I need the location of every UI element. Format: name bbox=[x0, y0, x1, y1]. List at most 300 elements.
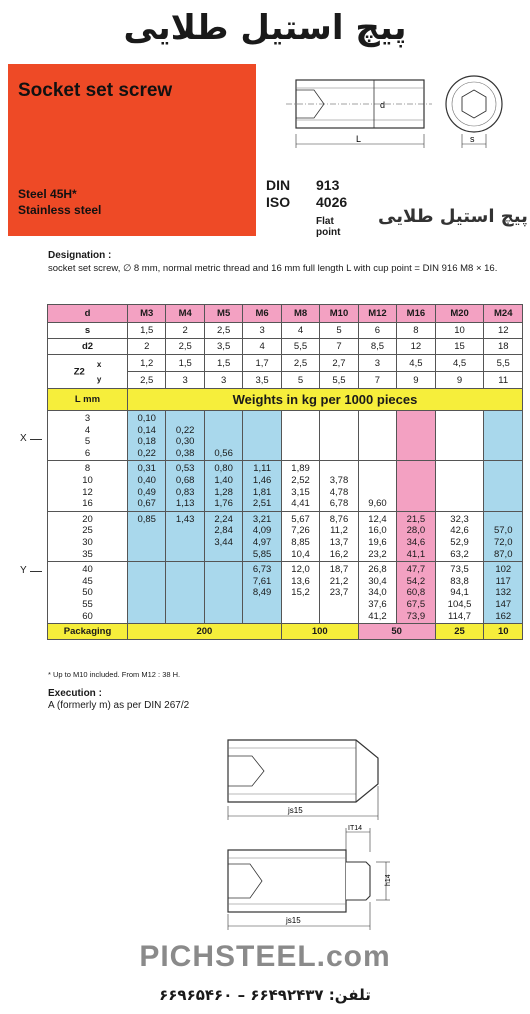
weight-value: 8,49 bbox=[252, 587, 272, 599]
weight-value: 83,8 bbox=[450, 575, 469, 587]
l-values bbox=[48, 562, 128, 624]
s-value: 2,5 bbox=[204, 323, 242, 339]
z2-x-value: 1,5 bbox=[204, 355, 242, 372]
weight-value: 0,22 bbox=[175, 424, 195, 436]
weight-col-M10 bbox=[320, 411, 358, 461]
weight-col-M20 bbox=[435, 411, 484, 461]
packaging-label: Packaging bbox=[48, 624, 128, 640]
weight-value: 4,41 bbox=[291, 498, 310, 510]
weight-value bbox=[128, 564, 165, 576]
d2-value: 8,5 bbox=[358, 339, 396, 355]
weight-value: 4,78 bbox=[329, 486, 349, 498]
weight-value: 104,5 bbox=[447, 598, 472, 610]
weight-value bbox=[243, 413, 280, 425]
weight-col-M12 bbox=[358, 511, 396, 561]
dim-h14: h14 bbox=[385, 874, 392, 886]
weight-value bbox=[484, 425, 522, 437]
weights-group-2 bbox=[48, 461, 523, 511]
weight-value: 5,67 bbox=[291, 513, 310, 525]
weight-value: 147 bbox=[495, 598, 512, 610]
packaging-100: 100 bbox=[281, 624, 358, 640]
product-title: Socket set screw bbox=[18, 80, 173, 101]
weight-value: 0,53 bbox=[175, 463, 195, 475]
weight-value bbox=[484, 475, 522, 487]
size-M5: M5 bbox=[204, 305, 242, 323]
weight-col-M4 bbox=[166, 461, 204, 511]
s-value: 2 bbox=[166, 323, 204, 339]
l-value: 60 bbox=[82, 610, 93, 622]
weight-value: 72,0 bbox=[493, 536, 513, 548]
s-label: s bbox=[48, 323, 128, 339]
weight-value: 8,76 bbox=[329, 513, 349, 525]
packaging-200: 200 bbox=[128, 624, 282, 640]
execution-text: A (formerly m) as per DIN 267/2 bbox=[48, 700, 190, 711]
weight-value bbox=[205, 599, 242, 611]
weight-value bbox=[282, 436, 319, 448]
packaging-25: 25 bbox=[435, 624, 484, 640]
weight-value: 1,76 bbox=[214, 498, 233, 510]
weight-value bbox=[205, 549, 242, 561]
weight-value bbox=[397, 413, 434, 425]
weights-title: Weights in kg per 1000 pieces bbox=[128, 389, 523, 411]
weight-value: 54,2 bbox=[406, 575, 426, 587]
z2-y-value: 9 bbox=[397, 372, 435, 389]
d2-label: d2 bbox=[48, 339, 128, 355]
d-label: d bbox=[48, 305, 128, 323]
weight-value: 60,8 bbox=[406, 587, 426, 599]
z2-x-value: 3 bbox=[358, 355, 396, 372]
z2-y-value: 7 bbox=[358, 372, 396, 389]
weight-value: 2,52 bbox=[291, 474, 310, 486]
weight-value: 0,67 bbox=[137, 498, 156, 510]
footnote: * Up to M10 included. From M12 : 38 H. bbox=[48, 670, 181, 679]
z2-label bbox=[48, 355, 128, 389]
weight-value: 21,2 bbox=[329, 575, 349, 587]
persian-title: پیچ استیل طلایی bbox=[123, 8, 407, 48]
weights-group-4 bbox=[48, 562, 523, 624]
weight-value: 7,61 bbox=[252, 575, 272, 587]
weight-col-M24 bbox=[484, 562, 523, 624]
weight-col-M8 bbox=[281, 461, 319, 511]
y-marker-line bbox=[30, 571, 42, 572]
weight-value bbox=[282, 448, 319, 460]
weight-col-M10 bbox=[320, 562, 358, 624]
y-marker: Y bbox=[20, 565, 27, 576]
weight-value: 67,5 bbox=[406, 598, 426, 610]
l-value: 4 bbox=[84, 424, 91, 436]
weight-value bbox=[128, 611, 165, 623]
weight-value: 6,73 bbox=[252, 564, 272, 576]
weight-value: 0,30 bbox=[175, 436, 195, 448]
l-value: 40 bbox=[82, 564, 93, 576]
weight-value: 1,43 bbox=[175, 513, 195, 525]
weight-value: 2,84 bbox=[214, 525, 233, 537]
weights-table bbox=[47, 304, 523, 640]
z2-x-value: 1,5 bbox=[166, 355, 204, 372]
packaging-50: 50 bbox=[358, 624, 435, 640]
persian-watermark: پیچ استیل طلایی bbox=[378, 206, 528, 227]
weight-value: 2,51 bbox=[252, 498, 272, 510]
weight-value: 37,6 bbox=[368, 598, 387, 610]
weight-col-M6 bbox=[243, 511, 281, 561]
weight-value bbox=[205, 413, 242, 425]
dim-js15-b: js15 bbox=[286, 916, 301, 925]
weight-col-M8 bbox=[281, 511, 319, 561]
s-value: 6 bbox=[358, 323, 396, 339]
weight-value bbox=[436, 413, 484, 425]
weight-value: 94,1 bbox=[450, 587, 469, 599]
weight-value bbox=[166, 525, 203, 537]
weight-value: 0,85 bbox=[137, 513, 156, 525]
weight-value: 7,26 bbox=[291, 525, 310, 537]
weight-col-M16 bbox=[397, 511, 435, 561]
l-value: 30 bbox=[82, 536, 93, 548]
l-value: 8 bbox=[84, 463, 91, 475]
weight-value bbox=[166, 564, 203, 576]
weight-value: 63,2 bbox=[450, 548, 469, 560]
weight-value bbox=[128, 599, 165, 611]
weight-value: 1,81 bbox=[252, 486, 272, 498]
weight-value bbox=[436, 448, 484, 460]
weight-value bbox=[243, 436, 280, 448]
weight-value bbox=[243, 448, 280, 460]
weight-value: 6,78 bbox=[329, 498, 349, 510]
weight-col-M10 bbox=[320, 461, 358, 511]
weight-value bbox=[484, 436, 522, 448]
weight-value bbox=[436, 475, 484, 487]
weight-value bbox=[397, 463, 434, 475]
weights-group-3 bbox=[48, 511, 523, 561]
l-value: 5 bbox=[84, 436, 91, 448]
weight-value bbox=[166, 599, 203, 611]
weight-value: 73,9 bbox=[406, 610, 426, 622]
size-M8: M8 bbox=[281, 305, 319, 323]
material-steel: Steel 45H* bbox=[18, 187, 77, 201]
d2-value: 15 bbox=[435, 339, 484, 355]
weight-value bbox=[359, 413, 396, 425]
size-M6: M6 bbox=[243, 305, 281, 323]
weight-value: 0,18 bbox=[137, 436, 156, 448]
weight-value bbox=[484, 514, 522, 526]
x-marker-line bbox=[30, 439, 42, 440]
weight-value: 0,22 bbox=[137, 447, 156, 459]
l-value: 6 bbox=[84, 447, 91, 459]
weight-value bbox=[484, 498, 522, 510]
l-values bbox=[48, 411, 128, 461]
d2-value: 3,5 bbox=[204, 339, 242, 355]
weight-value: 0,68 bbox=[175, 474, 195, 486]
s-row bbox=[48, 323, 523, 339]
weight-value bbox=[436, 425, 484, 437]
iso-value: 4026 bbox=[316, 194, 348, 210]
materials bbox=[18, 186, 101, 218]
weight-value: 0,49 bbox=[137, 486, 156, 498]
weight-value: 3,15 bbox=[291, 486, 310, 498]
weight-value bbox=[397, 436, 434, 448]
weight-value bbox=[436, 487, 484, 499]
dim-it14: IT14 bbox=[348, 825, 363, 832]
weight-value bbox=[128, 587, 165, 599]
weight-col-M24 bbox=[484, 461, 523, 511]
x-marker: X bbox=[20, 433, 27, 444]
dim-js15-a: js15 bbox=[288, 806, 303, 815]
weight-value: 34,6 bbox=[406, 536, 426, 548]
weight-value: 0,38 bbox=[175, 447, 195, 459]
iso-label: ISO bbox=[266, 194, 291, 210]
s-value: 10 bbox=[435, 323, 484, 339]
weight-value bbox=[282, 413, 319, 425]
weight-col-M5 bbox=[204, 511, 242, 561]
weight-value: 1,28 bbox=[214, 486, 233, 498]
material-stainless: Stainless steel bbox=[18, 203, 102, 217]
weight-value: 3,44 bbox=[214, 536, 233, 548]
screw-drawing bbox=[264, 64, 524, 164]
weight-value bbox=[484, 413, 522, 425]
z2-xy bbox=[97, 357, 101, 387]
weight-value: 0,31 bbox=[137, 463, 156, 475]
weight-value: 21,5 bbox=[406, 513, 426, 525]
weight-value: 32,3 bbox=[450, 513, 469, 525]
weight-value: 8,85 bbox=[291, 536, 310, 548]
weight-value bbox=[205, 436, 242, 448]
s-value: 1,5 bbox=[128, 323, 166, 339]
weight-col-M12 bbox=[358, 461, 396, 511]
weight-value bbox=[320, 425, 357, 437]
din-value: 913 bbox=[316, 177, 340, 193]
weight-value bbox=[320, 463, 357, 475]
weight-col-M24 bbox=[484, 411, 523, 461]
d2-value: 7 bbox=[320, 339, 358, 355]
weight-value: 16,0 bbox=[368, 525, 387, 537]
weight-value: 0,10 bbox=[137, 413, 156, 424]
weight-value bbox=[397, 487, 434, 499]
weight-col-M20 bbox=[435, 461, 484, 511]
weight-value: 0,40 bbox=[137, 474, 156, 486]
weight-col-M6 bbox=[243, 562, 281, 624]
point-type-line1: Flat bbox=[316, 216, 334, 227]
l-value: 35 bbox=[82, 548, 93, 560]
weight-value bbox=[436, 436, 484, 448]
weight-value: 41,2 bbox=[368, 610, 387, 622]
weight-col-M3 bbox=[128, 562, 166, 624]
l-value: 10 bbox=[82, 474, 93, 486]
weight-value bbox=[166, 537, 203, 549]
weight-value: 1,11 bbox=[253, 463, 271, 475]
weight-col-M16 bbox=[397, 562, 435, 624]
weight-value: 1,46 bbox=[252, 474, 272, 486]
weight-col-M24 bbox=[484, 511, 523, 561]
weight-value bbox=[243, 425, 280, 437]
weight-value bbox=[359, 436, 396, 448]
weight-value: 1,40 bbox=[214, 474, 233, 486]
d2-row bbox=[48, 339, 523, 355]
d2-value: 4 bbox=[243, 339, 281, 355]
s-value: 4 bbox=[281, 323, 319, 339]
size-M20: M20 bbox=[435, 305, 484, 323]
weight-col-M6 bbox=[243, 411, 281, 461]
z2-y-value: 3 bbox=[204, 372, 242, 389]
s-value: 3 bbox=[243, 323, 281, 339]
weight-value: 23,7 bbox=[329, 587, 349, 599]
site-logo: PICHSTEEL.com bbox=[139, 940, 391, 973]
weight-value bbox=[243, 611, 280, 623]
z2-x-value: 1,7 bbox=[243, 355, 281, 372]
z2-y-value: 5 bbox=[281, 372, 319, 389]
dim-L: L bbox=[356, 134, 362, 144]
weight-value: 13,6 bbox=[291, 575, 310, 587]
packaging-row bbox=[48, 624, 523, 640]
weight-col-M5 bbox=[204, 461, 242, 511]
weight-value: 18,7 bbox=[329, 564, 349, 576]
weight-value bbox=[320, 611, 357, 623]
s-value: 5 bbox=[320, 323, 358, 339]
weight-value bbox=[359, 448, 396, 460]
weight-value: 13,7 bbox=[329, 536, 349, 548]
weight-value: 12,0 bbox=[291, 564, 310, 576]
weight-value bbox=[397, 498, 434, 510]
weight-value bbox=[128, 537, 165, 549]
weight-col-M8 bbox=[281, 562, 319, 624]
weight-col-M4 bbox=[166, 411, 204, 461]
l-value: 16 bbox=[82, 498, 93, 510]
weight-value bbox=[128, 576, 165, 588]
weight-value: 47,7 bbox=[406, 564, 426, 576]
d2-value: 2 bbox=[128, 339, 166, 355]
z2-y-value: 2,5 bbox=[128, 372, 166, 389]
weight-value: 117 bbox=[495, 575, 511, 587]
weight-value bbox=[359, 475, 396, 487]
weight-col-M12 bbox=[358, 562, 396, 624]
size-M3: M3 bbox=[128, 305, 166, 323]
weight-value: 0,14 bbox=[137, 424, 156, 436]
weight-col-M3 bbox=[128, 411, 166, 461]
weight-value: 87,0 bbox=[493, 548, 513, 560]
weight-col-M5 bbox=[204, 562, 242, 624]
dim-s: s bbox=[470, 134, 475, 144]
weight-value bbox=[282, 599, 319, 611]
designation-heading: Designation : bbox=[48, 250, 112, 261]
weight-value bbox=[359, 425, 396, 437]
designation-text: socket set screw, ∅ 8 mm, normal metric thread and 16 mm full length L with cup point = DIN 916 M8 × 16. bbox=[48, 263, 498, 274]
l-value: 20 bbox=[82, 513, 93, 525]
weight-value: 114,7 bbox=[448, 610, 472, 622]
weight-value bbox=[205, 425, 242, 437]
l-values bbox=[48, 511, 128, 561]
z2-x-value: 5,5 bbox=[484, 355, 523, 372]
weight-value: 52,9 bbox=[450, 536, 469, 548]
screw-drawing-full bbox=[206, 720, 406, 830]
weight-col-M4 bbox=[166, 562, 204, 624]
weight-value: 162 bbox=[495, 610, 512, 622]
weight-value bbox=[128, 525, 165, 537]
z2-x-value: 2,5 bbox=[281, 355, 319, 372]
l-value: 25 bbox=[82, 525, 93, 537]
weight-value: 4,97 bbox=[252, 536, 272, 548]
z2-x-row bbox=[48, 355, 523, 372]
weight-col-M16 bbox=[397, 461, 435, 511]
weight-value: 30,4 bbox=[368, 575, 387, 587]
size-M16: M16 bbox=[397, 305, 435, 323]
weight-col-M4 bbox=[166, 511, 204, 561]
z2-y-value: 3 bbox=[166, 372, 204, 389]
weight-col-M20 bbox=[435, 562, 484, 624]
weight-value bbox=[205, 576, 242, 588]
s-value: 8 bbox=[397, 323, 435, 339]
weight-value bbox=[205, 587, 242, 599]
weight-value: 34,0 bbox=[368, 587, 387, 599]
weight-value: 4,09 bbox=[252, 525, 272, 537]
weight-value: 9,60 bbox=[368, 498, 387, 510]
weight-value bbox=[359, 463, 396, 475]
weight-value: 41,1 bbox=[406, 548, 426, 560]
z2-x-value: 4,5 bbox=[435, 355, 484, 372]
z2-y-value: 11 bbox=[484, 372, 523, 389]
phone-numbers: تلفن: ۶۶۴۹۲۴۳۷ – ۶۶۹۶۵۴۶۰ bbox=[159, 986, 371, 1004]
weight-value bbox=[205, 564, 242, 576]
z2-text: Z2 bbox=[73, 366, 85, 378]
weight-value bbox=[128, 549, 165, 561]
weight-col-M10 bbox=[320, 511, 358, 561]
weight-value: 28,0 bbox=[406, 525, 426, 537]
l-value: 45 bbox=[82, 575, 93, 587]
weight-value: 42,6 bbox=[450, 525, 469, 537]
weight-value bbox=[320, 599, 357, 611]
weight-col-M6 bbox=[243, 461, 281, 511]
weight-value bbox=[397, 475, 434, 487]
weight-value bbox=[484, 487, 522, 499]
weight-value: 16,2 bbox=[329, 548, 349, 560]
weight-value: 3,78 bbox=[329, 474, 349, 486]
l-value: 12 bbox=[82, 486, 93, 498]
d2-value: 5,5 bbox=[281, 339, 319, 355]
dim-d: d bbox=[380, 100, 386, 110]
y-label: y bbox=[96, 374, 102, 384]
weight-col-M20 bbox=[435, 511, 484, 561]
point-type-line2: point bbox=[316, 227, 341, 238]
weight-value bbox=[243, 599, 280, 611]
weight-value bbox=[166, 611, 203, 623]
weight-col-M5 bbox=[204, 411, 242, 461]
weight-col-M3 bbox=[128, 511, 166, 561]
weight-value bbox=[205, 611, 242, 623]
z2-y-value: 5,5 bbox=[320, 372, 358, 389]
l-value: 55 bbox=[82, 598, 93, 610]
weight-value: 102 bbox=[495, 564, 512, 576]
size-M10: M10 bbox=[320, 305, 358, 323]
weight-value bbox=[166, 576, 203, 588]
weight-value: 5,85 bbox=[252, 548, 272, 560]
weight-value: 19,6 bbox=[368, 536, 387, 548]
l-values bbox=[48, 461, 128, 511]
weight-value: 1,89 bbox=[291, 463, 310, 475]
weight-value: 0,56 bbox=[214, 447, 233, 459]
weight-value bbox=[484, 448, 522, 460]
weight-value bbox=[320, 436, 357, 448]
weight-col-M16 bbox=[397, 411, 435, 461]
size-M4: M4 bbox=[166, 305, 204, 323]
d2-value: 12 bbox=[397, 339, 435, 355]
packaging-10: 10 bbox=[484, 624, 523, 640]
weight-value: 15,2 bbox=[291, 587, 310, 599]
z2-x-value: 1,2 bbox=[128, 355, 166, 372]
weight-value bbox=[282, 611, 319, 623]
weight-col-M12 bbox=[358, 411, 396, 461]
weight-value bbox=[282, 425, 319, 437]
screw-drawing-dog-point bbox=[206, 822, 406, 937]
size-M24: M24 bbox=[484, 305, 523, 323]
weight-value: 23,2 bbox=[368, 548, 387, 560]
din-label: DIN bbox=[266, 177, 291, 193]
